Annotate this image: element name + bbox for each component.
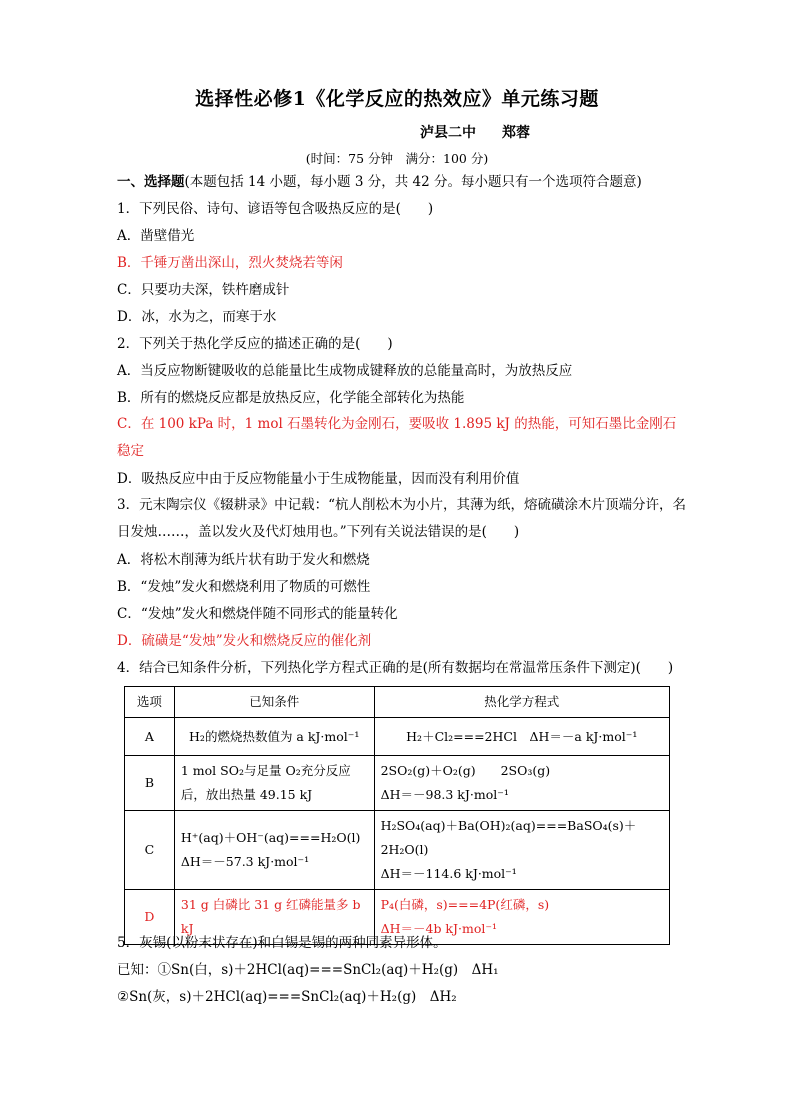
q5-stem: 5．灰锡(以粉末状存在)和白锡是锡的两种同素异形体。: [117, 935, 447, 951]
q1-option-d: D．冰，水为之，而寒于水: [117, 309, 277, 325]
document-title: 选择性必修1《化学反应的热效应》单元练习题: [195, 88, 599, 110]
header-condition: 已知条件: [174, 687, 374, 718]
table-row: [125, 811, 670, 890]
row-option: B: [125, 756, 175, 811]
q2-option-c-answer: C．在 100 kPa 时，1 mol 石墨转化为金刚石，要吸收 1.895 kJ 的热能，可知石墨比金刚石稳定: [117, 416, 677, 459]
row-equation: H₂＋Cl₂===2HCl ΔH＝－a kJ·mol⁻¹: [374, 718, 669, 756]
equation-line: H₂SO₄(aq)＋Ba(OH)₂(aq)===BaSO₄(s)＋2H₂O(l): [380, 818, 637, 857]
row-condition: 1 mol SO₂与足量 O₂充分反应后，放出热量 49.15 kJ: [174, 756, 374, 811]
table-header-row: [125, 687, 670, 718]
section-desc: (本题包括 14 小题，每小题 3 分，共 42 分。每小题只有一个选项符合题意): [184, 174, 642, 190]
section-title: 一、选择题: [117, 174, 185, 190]
header-equation: 热化学方程式: [374, 687, 669, 718]
table-row: [125, 718, 670, 756]
q2-option-d: D．吸热反应中由于反应物能量小于生成物能量，因而没有利用价值: [117, 471, 520, 487]
q3-option-a: A．将松木削薄为纸片状有助于发火和燃烧: [117, 552, 370, 568]
author-line: [420, 122, 530, 142]
q1-option-b-answer: B．千锤万凿出深山，烈火焚烧若等闲: [117, 255, 343, 271]
table-row: [125, 756, 670, 811]
row-option: A: [125, 718, 175, 756]
q5-known-2: ②Sn(灰，s)＋2HCl(aq)===SnCl₂(aq)＋H₂(g) ΔH₂: [117, 989, 457, 1005]
row-condition: [174, 811, 374, 890]
q3-option-d-answer: D．硫磺是“发烛”发火和燃烧反应的催化剂: [117, 633, 372, 649]
q5-known-1: 已知：①Sn(白，s)＋2HCl(aq)===SnCl₂(aq)＋H₂(g) ΔH₁: [117, 962, 499, 978]
row-condition: 31 g 白磷比 31 g 红磷能量多 b kJ: [174, 890, 374, 945]
enthalpy-line: ΔH＝－114.6 kJ·mol⁻¹: [380, 866, 517, 881]
q4-stem: 4．结合已知条件分析，下列热化学方程式正确的是(所有数据均在常温常压条件下测定)( ): [117, 660, 674, 676]
q1-option-c: C．只要功夫深，铁杵磨成针: [117, 282, 290, 298]
q1-option-a: A．凿壁借光: [117, 228, 195, 244]
condition-line: H⁺(aq)＋OH⁻(aq)===H₂O(l): [180, 830, 361, 845]
q3-option-b: B．“发烛”发火和燃烧利用了物质的可燃性: [117, 579, 371, 595]
q2-stem: 2．下列关于热化学反应的描述正确的是( ): [117, 336, 393, 352]
q4-table: [124, 686, 670, 945]
row-condition: H₂的燃烧热数值为 a kJ·mol⁻¹: [174, 718, 374, 756]
enthalpy-line: ΔH＝－98.3 kJ·mol⁻¹: [380, 787, 509, 802]
condition-enthalpy-line: ΔH＝－57.3 kJ·mol⁻¹: [180, 854, 310, 869]
teacher-name: 郑蓉: [502, 125, 530, 141]
exam-meta: (时间：75 分钟 满分：100 分): [305, 151, 489, 166]
school-name: 泸县二中: [420, 125, 476, 141]
row-option: D: [125, 890, 175, 945]
q3-option-c: C．“发烛”发火和燃烧伴随不同形式的能量转化: [117, 606, 398, 622]
q1-stem: 1．下列民俗、诗句、谚语等包含吸热反应的是( ): [117, 201, 434, 217]
row-option: C: [125, 811, 175, 890]
row-equation: [374, 756, 669, 811]
enthalpy-line: ΔH＝－4b kJ·mol⁻¹: [380, 921, 497, 936]
q2-option-b: B．所有的燃烧反应都是放热反应，化学能全部转化为热能: [117, 390, 465, 406]
section-heading: [117, 173, 687, 191]
header-option: 选项: [125, 687, 175, 718]
q3-stem: 3．元末陶宗仪《辍耕录》中记载：“杭人削松木为小片，其薄为纸，熔硫磺涂木片顶端分许，名日发烛……，盖以发火及代灯烛用也。”下列有关说法错误的是( ): [117, 497, 686, 540]
row-equation: [374, 811, 669, 890]
q2-option-a: A．当反应物断键吸收的总能量比生成物成键释放的总能量高时，为放热反应: [117, 363, 573, 379]
equation-line: 2SO₂(g)＋O₂(g) 2SO₃(g): [380, 763, 551, 778]
equation-line: P₄(白磷，s)===4P(红磷，s): [380, 897, 550, 912]
